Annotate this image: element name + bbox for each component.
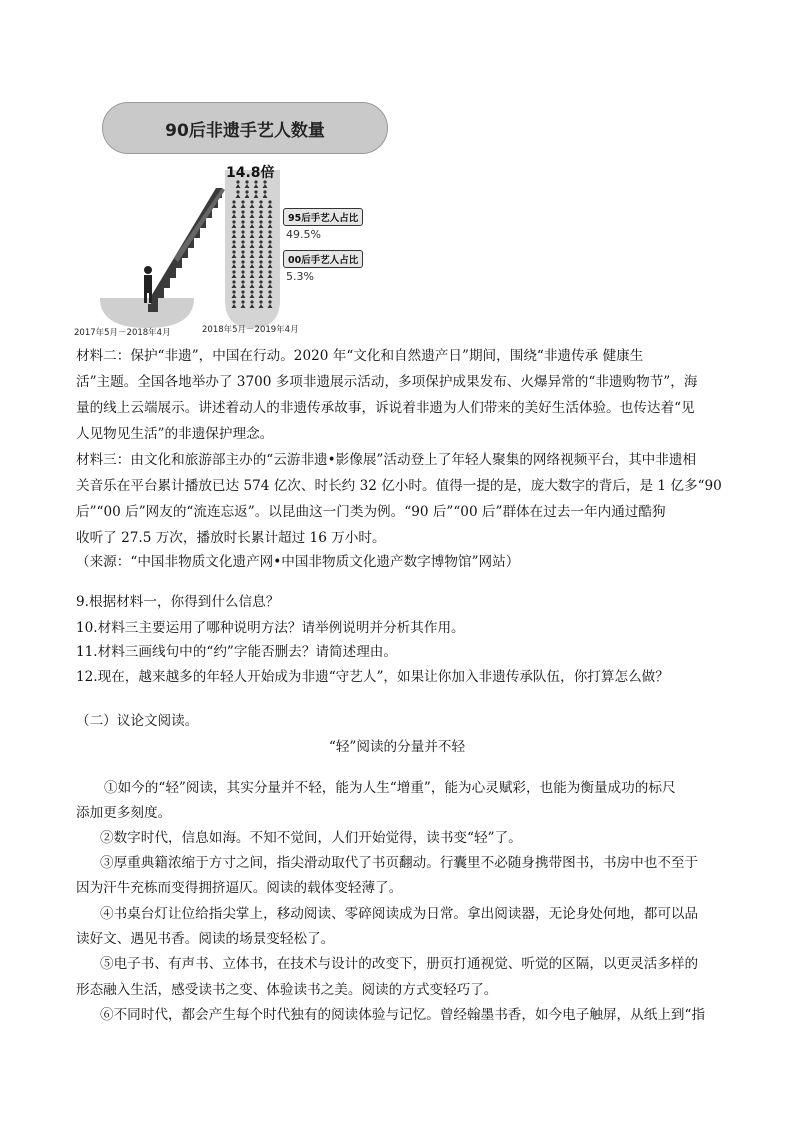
crowd-figure-head <box>245 190 248 193</box>
crowd-figure-head <box>268 210 271 213</box>
crowd-figure-head <box>241 210 244 213</box>
crowd-figure-head <box>250 290 253 293</box>
crowd-figure-head <box>250 250 253 253</box>
legend-00-label: 00后手艺人占比 <box>283 250 363 268</box>
material2-line-3: 量的线上云端展示。讲述着动人的非遗传承故事，诉说着非遗为人们带来的美好生活体验。也传达着“见 <box>76 400 695 416</box>
crowd-figure-head <box>250 270 253 273</box>
material3-line-2: 关音乐在平台累计播放已达 574 亿次、时长约 32 亿小时。值得一提的是，庞大数字的背后，是 1 亿多“90 <box>76 478 722 494</box>
period-label-2: 2018年5月－2019年4月 <box>202 325 299 335</box>
crowd-figure-head <box>232 240 235 243</box>
crowd-figure-head <box>259 240 262 243</box>
period-label-1: 2017年5月－2018年4月 <box>74 328 171 338</box>
paragraph-3-line-2: 因为汗牛充栋而变得拥挤逼仄。阅读的载体变轻薄了。 <box>76 880 403 896</box>
crowd-figure-head <box>259 210 262 213</box>
crowd-figure-head <box>241 200 244 203</box>
paragraph-4-line-1: ④书桌台灯让位给指尖掌上，移动阅读、零碎阅读成为日常。拿出阅读器，无论身处何地，都可以品 <box>100 906 699 922</box>
crowd-figure-head <box>259 300 262 303</box>
crowd-figure-head <box>268 280 271 283</box>
crowd-figure-head <box>254 190 257 193</box>
material2-line-1: 材料二：保护“非遗”，中国在行动。2020 年“文化和自然遗产日”期间，围绕“非遗传承 健康生 <box>76 348 644 364</box>
multiplier-label: 14.8倍 <box>226 165 275 181</box>
crowd-figure-head <box>259 250 262 253</box>
right-capsule <box>225 170 280 328</box>
crowd-figure-head <box>241 280 244 283</box>
paragraph-2-line-1: ②数字时代，信息如海。不知不觉间，人们开始觉得，读书变“轻”了。 <box>100 830 522 846</box>
paragraph-5-line-2: 形态融入生活，感受读书之变、体验读书之美。阅读的方式变轻巧了。 <box>76 982 498 998</box>
crowd-figure-head <box>250 210 253 213</box>
crowd-figure-head <box>241 290 244 293</box>
crowd-figure-head <box>250 300 253 303</box>
crowd-figure-head <box>241 230 244 233</box>
crowd-figure-head <box>232 210 235 213</box>
paragraph-4-line-2: 读好文、遇见书香。阅读的场景变轻松了。 <box>76 931 335 947</box>
crowd-figure-head <box>250 200 253 203</box>
crowd-figure-head <box>268 230 271 233</box>
crowd-figure-head <box>268 200 271 203</box>
legend-95-label: 95后手艺人占比 <box>283 208 363 226</box>
crowd-figure-head <box>263 190 266 193</box>
crowd-figure-head <box>250 220 253 223</box>
source-note: （来源：“中国非物质文化遗产网•中国非物质文化遗产数字博物馆”网站） <box>76 554 520 570</box>
crowd-figure-head <box>250 230 253 233</box>
paragraph-1-line-1: ①如今的“轻”阅读，其实分量并不轻，能为人生“增重”，能为心灵赋彩，也能为衡量成功的标尺 <box>104 780 676 796</box>
crowd-figure-head <box>236 190 239 193</box>
material3-line-1: 材料三：由文化和旅游部主办的“云游非遗•影像展”活动登上了年轻人聚集的网络视频平台，其中非遗相 <box>76 452 697 468</box>
crowd-figure-head <box>241 300 244 303</box>
crowd-figure-head <box>259 200 262 203</box>
material3-line-3: 后”“00 后”网友的“流连忘返”。以昆曲这一门类为例。“90 后”“00 后”群体在过去一年内通过酷狗 <box>76 504 666 520</box>
crowd-figure-head <box>259 260 262 263</box>
crowd-figure-head <box>268 220 271 223</box>
material2-line-2: 活”主题。全国各地举办了 3700 多项非遗展示活动，多项保护成果发布、火爆异常的“非遗购物节”，海 <box>76 374 698 390</box>
crowd-figure-head <box>232 280 235 283</box>
crowd-figure-head <box>232 200 235 203</box>
legend-00-value: 5.3% <box>286 270 314 283</box>
crowd-figure-head <box>250 260 253 263</box>
infographic-title: 90后非遗手艺人数量 <box>102 102 388 154</box>
crowd-figure-head <box>232 270 235 273</box>
essay-title: “轻”阅读的分量并不轻 <box>328 739 466 755</box>
paragraph-6-line-1: ⑥不同时代，都会产生每个时代独有的阅读体验与记忆。曾经翰墨书香，如今电子触屏，从纸上到“指 <box>100 1007 706 1023</box>
crowd-figure-head <box>241 240 244 243</box>
crowd-figure-head <box>259 230 262 233</box>
question-9: 9.根据材料一，你得到什么信息？ <box>76 594 280 610</box>
paragraph-1-line-2: 添加更多刻度。 <box>76 805 172 821</box>
crowd-figure-head <box>268 260 271 263</box>
crowd-figure-head <box>232 250 235 253</box>
crowd-figure-head <box>259 280 262 283</box>
person-icon <box>144 266 152 303</box>
infographic <box>70 100 390 340</box>
crowd-figure-head <box>232 300 235 303</box>
paragraph-5-line-1: ⑤电子书、有声书、立体书，在技术与设计的改变下，册页打通视觉、听觉的区隔，以更灵活多样的 <box>100 956 699 972</box>
crowd-figure-head <box>268 250 271 253</box>
crowd-figure-head <box>241 220 244 223</box>
crowd-figure-head <box>259 290 262 293</box>
crowd-figure-head <box>232 230 235 233</box>
paragraph-3-line-1: ③厚重典籍浓缩于方寸之间，指尖滑动取代了书页翻动。行囊里不必随身携带图书，书房中也不至于 <box>100 855 699 871</box>
legend-95-value: 49.5% <box>286 228 321 241</box>
section-heading: （二）议论文阅读。 <box>76 713 199 729</box>
crowd-figure-head <box>241 260 244 263</box>
crowd-figure-head <box>250 240 253 243</box>
crowd-figure-head <box>268 290 271 293</box>
material3-line-4: 收听了 27.5 万次，播放时长累计超过 16 万小时。 <box>76 530 386 546</box>
crowd-figure-head <box>241 250 244 253</box>
question-12: 12.现在，越来越多的年轻人开始成为非遗“守艺人”，如果让你加入非遗传承队伍，你打算怎么做？ <box>76 669 669 685</box>
crowd-figure-head <box>268 240 271 243</box>
crowd-figure-head <box>259 220 262 223</box>
question-10: 10.材料三主要运用了哪种说明方法？请举例说明并分析其作用。 <box>76 620 465 636</box>
crowd-figure-head <box>232 220 235 223</box>
crowd-figure-head <box>268 300 271 303</box>
question-11: 11.材料三画线句中的“约”字能否删去？请简述理由。 <box>76 644 397 660</box>
crowd-figure-head <box>232 260 235 263</box>
crowd-figure-head <box>259 270 262 273</box>
crowd-figure-head <box>268 270 271 273</box>
crowd-figure-head <box>232 290 235 293</box>
crowd-figure-head <box>250 280 253 283</box>
staircase <box>148 188 225 312</box>
crowd-figure-head <box>241 270 244 273</box>
material2-line-4: 人见物见生活”的非遗保护理念。 <box>76 426 274 442</box>
